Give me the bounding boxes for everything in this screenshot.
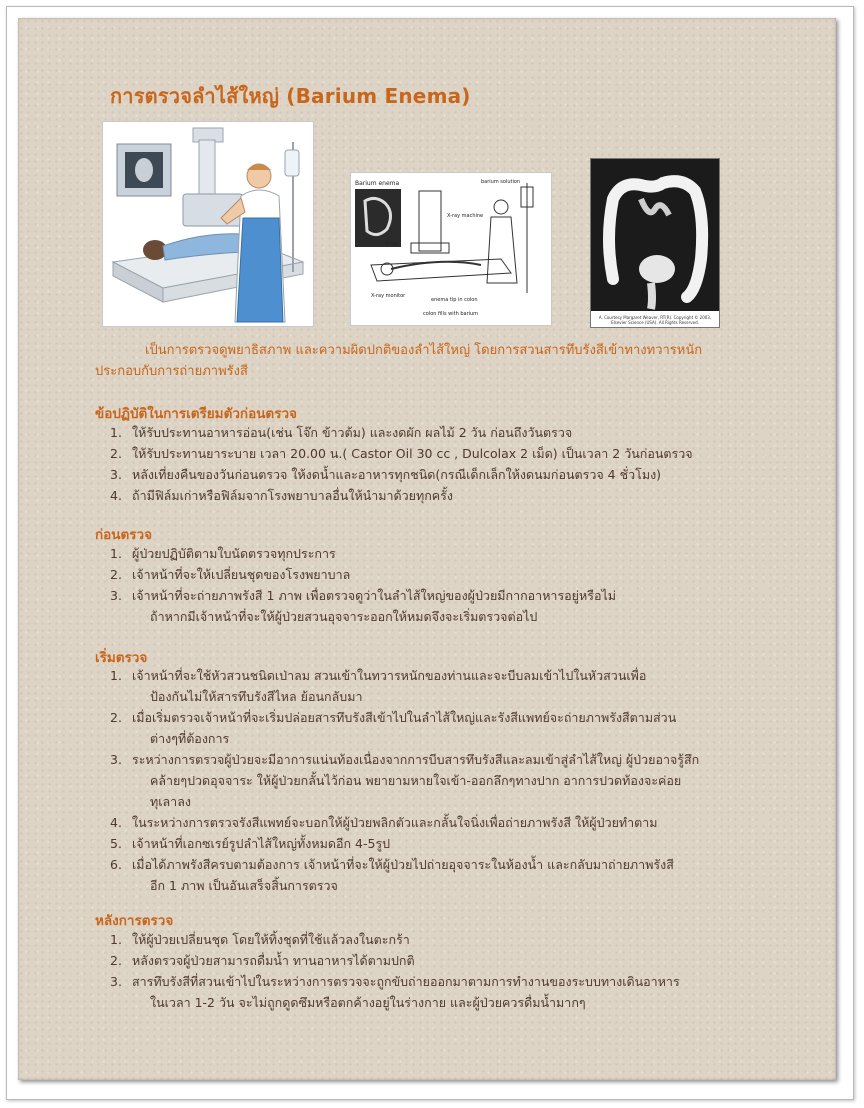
item-number: 2. — [110, 567, 122, 582]
item-number: 6. — [110, 857, 122, 872]
section-heading-after-exam: หลังการตรวจ — [95, 913, 174, 929]
item-text: ให้ผู้ป่วยเปลี่ยนชุด โดยให้ทิ้งชุดที่ใช้แล้วลงในตะกร้า — [132, 932, 410, 947]
item-number: 1. — [110, 668, 122, 683]
after-exam-list — [110, 929, 770, 1013]
preparation-list — [110, 422, 770, 506]
diagram-label: X-ray machine — [447, 213, 484, 219]
before-exam-list — [110, 543, 770, 627]
item-number: 3. — [110, 974, 122, 989]
item-text: เจ้าหน้าที่จะให้เปลี่ยนชุดของโรงพยาบาล — [132, 567, 351, 582]
diagram-label: barium solution — [481, 179, 521, 185]
section-heading-start-exam: เริ่มตรวจ — [95, 650, 148, 666]
item-text: ระหว่างการตรวจผู้ป่วยจะมีอาการแน่นท้องเนื่องจากการบีบสารทึบรังสีและลมเข้าสู่ลำไส้ใหญ่ ผู้ป่วยอาจรู้สึก — [132, 752, 700, 767]
diagram-label: colon fills with barium — [423, 311, 479, 317]
list-item — [110, 749, 770, 812]
item-text-continued: อีก 1 ภาพ เป็นอันเสร็จสิ้นการตรวจ — [150, 878, 338, 893]
list-item — [110, 564, 770, 585]
item-text: สารทึบรังสีที่สวนเข้าไปในระหว่างการตรวจจะถูกขับถ่ายออกมาตามการทำงานของระบบทางเดินอาหาร — [132, 974, 680, 989]
item-number: 4. — [110, 488, 122, 503]
item-text: เจ้าหน้าที่เอกซเรย์รูปลำไส้ใหญ่ทั้งหมดอีก 4-5รูป — [132, 836, 391, 851]
image-caption: A. Courtesy Margaret Weaver, RT(R). Copyright © 2003, Elsevier Science (USA). All Rights Reserved. — [598, 315, 712, 325]
item-text: ถ้ามีฟิล์มเก่าหรือฟิล์มจากโรงพยาบาลอื่นให้นำมาด้วยทุกครั้ง — [132, 488, 453, 503]
list-item — [110, 707, 770, 749]
item-text-continued: คล้ายๆปวดอุจจาระ ให้ผู้ป่วยกลั้นไว้ก่อน พยายามหายใจเข้า-ออกลึกๆทางปาก อาการปวดท้องจะค่อย — [150, 773, 682, 788]
item-number: 2. — [110, 710, 122, 725]
item-number: 4. — [110, 815, 122, 830]
item-text: ให้รับประทานยาระบาย เวลา 20.00 น.( Castor Oil 30 cc , Dulcolax 2 เม็ด) เป็นเวลา 2 วันก่อนตรวจ — [132, 446, 693, 461]
list-item — [110, 833, 770, 854]
section-heading-preparation: ข้อปฏิบัติในการเตรียมตัวก่อนตรวจ — [95, 406, 297, 422]
section-heading-before-exam: ก่อนตรวจ — [95, 527, 153, 543]
barium-enema-diagram — [350, 172, 552, 326]
diagram-label: X-ray — [385, 241, 399, 247]
item-number: 2. — [110, 953, 122, 968]
xray-procedure-illustration — [102, 121, 314, 327]
item-text-continued: ป้องกันไม่ให้สารทึบรังสีไหล ย้อนกลับมา — [150, 689, 363, 704]
item-number: 2. — [110, 446, 122, 461]
item-text: ให้รับประทานอาหารอ่อน(เช่น โจ๊ก ข้าวต้ม) และงดผัก ผลไม้ 2 วัน ก่อนถึงวันตรวจ — [132, 425, 573, 440]
diagram-label: Barium enema — [355, 180, 400, 187]
page-title: การตรวจลำไส้ใหญ่ (Barium Enema) — [110, 84, 471, 108]
item-number: 3. — [110, 752, 122, 767]
list-item — [110, 971, 770, 1013]
list-item — [110, 950, 770, 971]
item-text-continued: ต่างๆที่ต้องการ — [150, 731, 230, 746]
diagram-label: enema tip in colon — [431, 297, 478, 303]
item-text-continued: ทุเลาลง — [150, 794, 191, 809]
item-text: เมื่อเริ่มตรวจเจ้าหน้าที่จะเริ่มปล่อยสารทึบรังสีเข้าไปในลำไส้ใหญ่และรังสีแพทย์จะถ่ายภาพรังสีตามส่วน — [132, 710, 677, 725]
list-item — [110, 585, 770, 627]
list-item — [110, 443, 770, 464]
item-text: หลังเที่ยงคืนของวันก่อนตรวจ ให้งดน้ำและอาหารทุกชนิด(กรณีเด็กเล็กให้งดนมก่อนตรวจ 4 ชั่วโมง) — [132, 467, 662, 482]
item-number: 3. — [110, 467, 122, 482]
item-number: 1. — [110, 546, 122, 561]
item-text: เมื่อได้ภาพรังสีครบตามต้องการ เจ้าหน้าที่จะให้ผู้ป่วยไปถ่ายอุจจาระในห้องน้ำ และกลับมาถ่ายภาพรังสี — [132, 857, 674, 872]
colon-xray-image — [590, 158, 720, 328]
item-number: 1. — [110, 932, 122, 947]
item-text: เจ้าหน้าที่จะใช้หัวสวนชนิดเป่าลม สวนเข้าในทวารหนักของท่านและจะบีบลมเข้าไปในหัวสวนเพื่อ — [132, 668, 647, 683]
start-exam-list — [110, 665, 770, 896]
list-item — [110, 543, 770, 564]
item-text-continued: ในเวลา 1-2 วัน จะไม่ถูกดูดซึมหรือตกค้างอยู่ในร่างกาย และผู้ป่วยควรดื่มน้ำมากๆ — [150, 995, 586, 1010]
list-item — [110, 422, 770, 443]
item-number: 1. — [110, 425, 122, 440]
item-text: เจ้าหน้าที่จะถ่ายภาพรังสี 1 ภาพ เพื่อตรวจดูว่าในลำไส้ใหญ่ของผู้ป่วยมีกากอาหารอยู่หรือไม่ — [132, 588, 616, 603]
item-number: 5. — [110, 836, 122, 851]
item-text: ผู้ป่วยปฏิบัติตามใบนัดตรวจทุกประการ — [132, 546, 336, 561]
intro-line-1: เป็นการตรวจดูพยาธิสภาพ และความผิดปกติของลำไส้ใหญ่ โดยการสวนสารทึบรังสีเข้าทางทวารหนัก — [145, 343, 703, 358]
item-text: หลังตรวจผู้ป่วยสามารถดื่มน้ำ ทานอาหารได้ตามปกติ — [132, 953, 415, 968]
list-item — [110, 929, 770, 950]
list-item — [110, 812, 770, 833]
item-number: 3. — [110, 588, 122, 603]
intro-line-2: ประกอบกับการถ่ายภาพรังสี — [95, 364, 248, 379]
item-text: ในระหว่างการตรวจรังสีแพทย์จะบอกให้ผู้ป่วยพลิกตัวและกลั้นใจนิ่งเพื่อถ่ายภาพรังสี ให้ผู้ป่วยทำตาม — [132, 815, 658, 830]
diagram-label: X-ray monitor — [371, 293, 406, 299]
item-text-continued: ถ้าหากมีเจ้าหน้าที่จะให้ผู้ป่วยสวนอุจจาระออกให้หมดจึงจะเริ่มตรวจต่อไป — [150, 609, 538, 624]
list-item — [110, 464, 770, 485]
list-item — [110, 485, 770, 506]
list-item — [110, 665, 770, 707]
list-item — [110, 854, 770, 896]
intro-paragraph — [95, 340, 765, 382]
